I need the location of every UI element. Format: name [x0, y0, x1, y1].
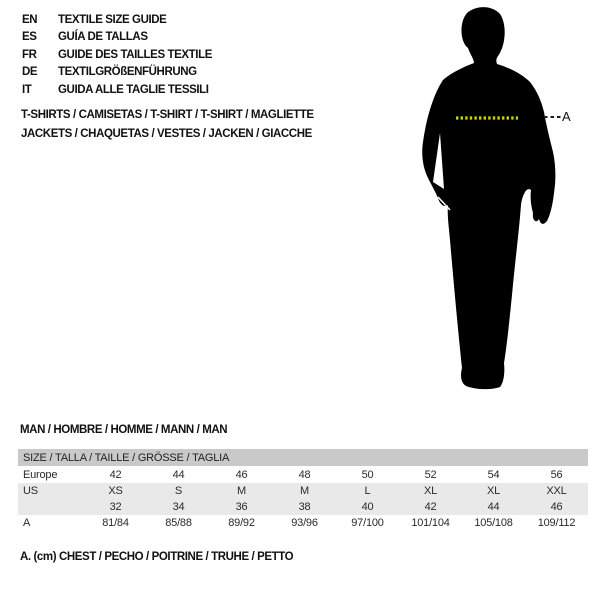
table-cell: 42	[109, 469, 122, 481]
table-cell: 109/112	[537, 517, 576, 529]
table-cell: 36	[235, 501, 248, 513]
table-cell: 40	[361, 501, 374, 513]
table-cell: XXL	[546, 485, 567, 497]
table-cell: S	[174, 485, 183, 497]
table-cell: 101/104	[411, 517, 450, 529]
table-cell: 48	[298, 469, 311, 481]
size-table	[18, 449, 588, 531]
language-code: DE	[22, 66, 38, 79]
man-silhouette	[370, 0, 600, 410]
table-cell: 46	[235, 469, 248, 481]
language-row	[22, 81, 212, 99]
table-cell: 89/92	[228, 517, 255, 529]
language-code: EN	[22, 13, 38, 26]
row-label: Europe	[23, 469, 58, 481]
table-cell: XS	[108, 485, 123, 497]
language-label: GUÍA DE TALLAS	[58, 31, 148, 44]
language-row	[22, 64, 212, 82]
man-figure	[370, 0, 600, 410]
language-label: GUIDA ALLE TAGLIE TESSILI	[58, 83, 209, 96]
table-cell: XL	[486, 485, 501, 497]
category-block	[21, 106, 314, 144]
table-cell: M	[237, 485, 246, 497]
row-label: A	[23, 517, 31, 529]
table-cell: 56	[550, 469, 563, 481]
table-cell: 46	[550, 501, 563, 513]
table-cell: 32	[109, 501, 122, 513]
measure-label-a: A	[562, 109, 571, 124]
language-row	[22, 11, 212, 29]
table-cell: 54	[487, 469, 500, 481]
table-cell: 52	[424, 469, 437, 481]
table-cell: 81/84	[102, 517, 129, 529]
table-row-us	[18, 483, 588, 499]
language-label: TEXTILE SIZE GUIDE	[58, 13, 167, 26]
language-code: ES	[22, 31, 37, 44]
table-row-us-numeric	[18, 499, 588, 515]
section-title-man: MAN / HOMBRE / HOMME / MANN / MAN	[20, 424, 228, 436]
table-cell: L	[364, 485, 371, 497]
category-line-tshirts: T-SHIRTS / CAMISETAS / T-SHIRT / T-SHIRT / MAGLIETTE	[21, 109, 314, 121]
table-cell: 50	[361, 469, 374, 481]
category-line-jackets: JACKETS / CHAQUETAS / VESTES / JACKEN / GIACCHE	[21, 128, 312, 140]
language-row	[22, 29, 212, 47]
row-label: US	[23, 485, 38, 497]
man-silhouette-body	[422, 7, 555, 389]
language-row	[22, 46, 212, 64]
language-code: IT	[22, 83, 32, 96]
footnote-chest: A. (cm) CHEST / PECHO / POITRINE / TRUHE / PETTO	[20, 551, 294, 563]
table-row-europe	[18, 467, 588, 483]
table-cell: 85/88	[165, 517, 192, 529]
language-label: GUIDE DES TAILLES TEXTILE	[58, 48, 212, 61]
table-cell: 105/108	[474, 517, 513, 529]
language-label: TEXTILGRÖßENFÜHRUNG	[58, 66, 197, 79]
size-table-header: SIZE / TALLA / TAILLE / GRÖSSE / TAGLIA	[18, 449, 588, 466]
language-guide	[22, 11, 212, 99]
table-cell: 97/100	[351, 517, 384, 529]
language-code: FR	[22, 48, 37, 61]
table-cell: 38	[298, 501, 311, 513]
table-cell: 44	[487, 501, 500, 513]
table-cell: XL	[423, 485, 438, 497]
table-row-chest	[18, 515, 588, 531]
table-cell: 42	[424, 501, 437, 513]
table-cell: 93/96	[291, 517, 318, 529]
table-cell: 34	[172, 501, 185, 513]
table-cell: M	[300, 485, 309, 497]
table-cell: 44	[172, 469, 185, 481]
